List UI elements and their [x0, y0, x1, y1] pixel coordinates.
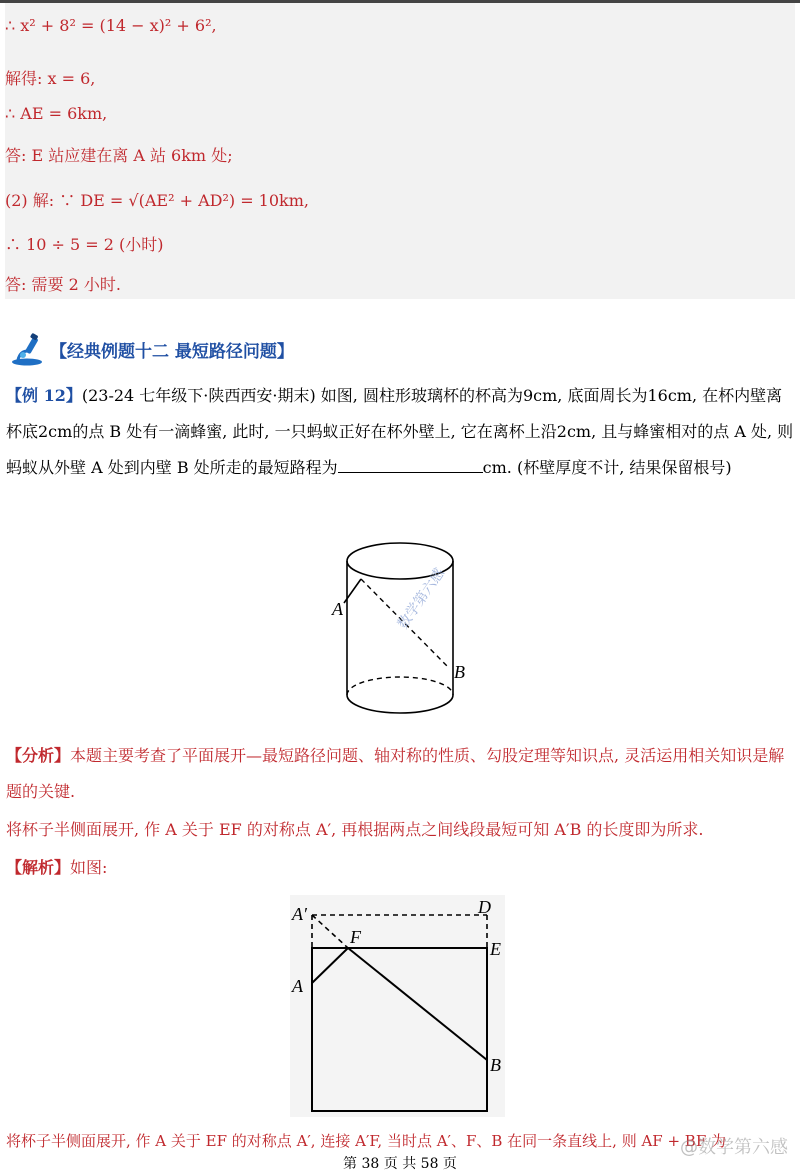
answer-blank — [338, 452, 483, 473]
analysis-text-2: 将杯子半侧面展开, 作 A 关于 EF 的对称点 A′, 再根据两点之间线段最短可知 A′B 的长度即为所求. — [6, 820, 704, 839]
example-text: (23-24 七年级下·陕西西安·期末) 如图, 圆柱形玻璃杯的杯高为9cm, 底面周长为16cm, 在杯内壁离杯底2cm的点 B 处有一滴蜂蜜, 此时, 一只蚂蚁正好在杯外壁上, 它在离杯上沿2cm, 且与蜂蜜相对的点 A 处, 则蚂蚁从外壁 A 处到内壁 B 处所走的最短路程为 — [6, 386, 794, 477]
solution-tag: 【解析】 — [6, 858, 71, 877]
section-heading — [10, 328, 294, 370]
page-footer: 第 38 页 共 58 页 — [343, 1156, 457, 1172]
unfold-label-a: A — [292, 976, 303, 996]
cyl-label-a: A — [332, 599, 343, 619]
bottom-solution-line: 将杯子半侧面展开, 作 A 关于 EF 的对称点 A′, 连接 A′F, 当时点 A′、F、B 在同一条直线上, 则 AF + BF 为 — [6, 1132, 727, 1150]
unfold-label-b: B — [490, 1055, 501, 1075]
unfold-label-f: F — [350, 927, 361, 947]
cylinder-figure — [320, 535, 480, 725]
solution-line-2: 解得: x = 6, — [5, 69, 96, 88]
solution-line-7: 答: 需要 2 小时. — [5, 275, 121, 294]
figure-watermark: 数学第六感 — [395, 566, 449, 633]
example-tag: 【例 12】 — [6, 386, 82, 405]
cyl-label-b: B — [454, 662, 465, 682]
microscope-icon — [10, 331, 46, 367]
unfold-label-a-prime: A′ — [292, 904, 307, 924]
analysis-text: 本题主要考查了平面展开—最短路径问题、轴对称的性质、勾股定理等知识点, 灵活运用相关知识是解题的关键. — [6, 746, 785, 801]
unfolded-figure — [290, 895, 505, 1117]
section-title: 【经典例题十二 最短路径问题】 — [50, 341, 294, 362]
watermark: @数学第六感 — [680, 1137, 788, 1158]
example-paragraph — [6, 378, 794, 486]
analysis-paragraph — [6, 738, 794, 886]
solution-text: 如图: — [70, 858, 108, 877]
unfold-label-d: D — [478, 897, 491, 917]
solution-line-1: ∴ x² + 8² = (14 − x)² + 6², — [5, 16, 217, 35]
analysis-tag: 【分析】 — [6, 746, 71, 765]
example-text-end: cm. (杯壁厚度不计, 结果保留根号) — [482, 458, 732, 477]
solution-line-3: ∴ AE = 6km, — [5, 104, 108, 123]
unfold-label-e: E — [490, 939, 501, 959]
solution-line-4: 答: E 站应建在离 A 站 6km 处; — [5, 146, 233, 165]
solution-line-6: ∴ 10 ÷ 5 = 2 (小时) — [5, 235, 164, 254]
solution-line-5: (2) 解: ∵ DE = √(AE² + AD²) = 10km, — [5, 191, 309, 210]
